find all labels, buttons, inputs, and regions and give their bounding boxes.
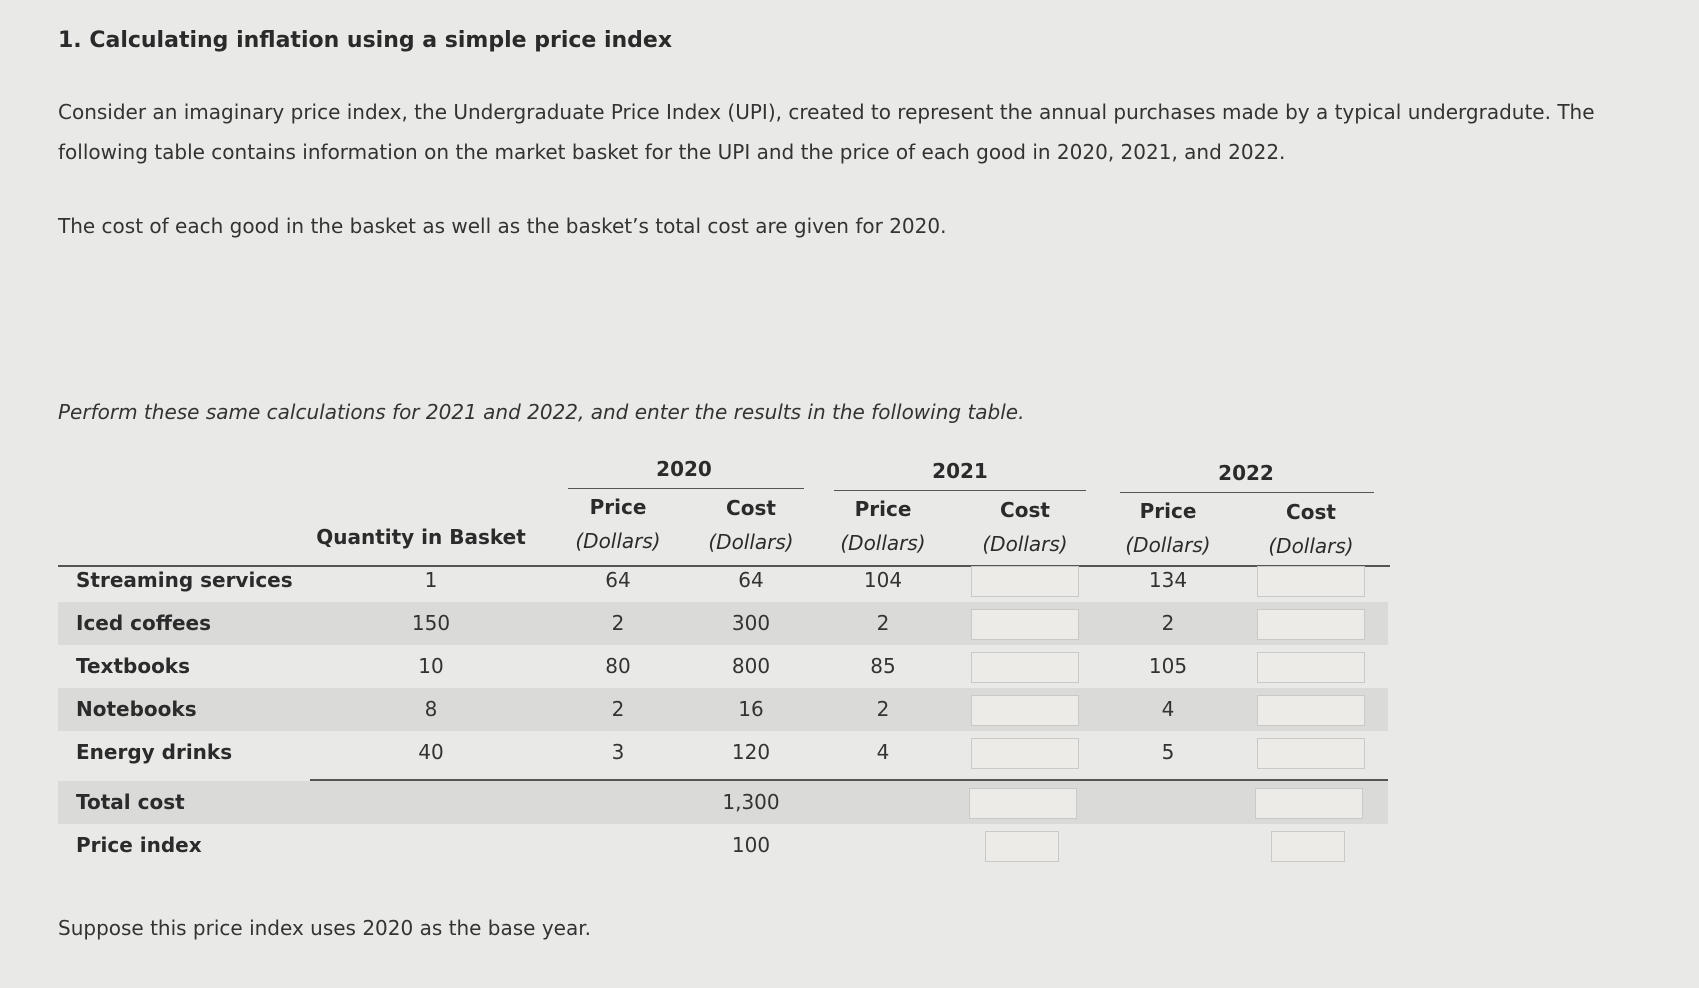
cost-2020-value: 300 <box>731 611 771 635</box>
cost-2021-input[interactable] <box>971 695 1079 726</box>
price-index-2020-value: 100 <box>731 833 771 857</box>
quantity-value: 1 <box>424 568 438 592</box>
col-price-2021 <box>818 492 948 560</box>
col-cost-2022-l2: (Dollars) <box>1268 534 1354 558</box>
price-2022-value: 2 <box>1161 611 1175 635</box>
price-2020-value: 2 <box>611 697 625 721</box>
price-2020-value: 80 <box>605 654 631 678</box>
quantity-value: 8 <box>424 697 438 721</box>
cost-2022-input[interactable] <box>1257 609 1365 640</box>
table-row <box>58 731 1388 774</box>
col-cost-2020-l1: Cost <box>726 496 776 520</box>
year-2020-header: 2020 <box>656 457 712 481</box>
cost-2020-value: 800 <box>731 654 771 678</box>
col-price-2020-l1: Price <box>589 495 647 519</box>
price-index-row <box>58 824 1388 867</box>
price-2021-value: 85 <box>870 654 896 678</box>
cost-2021-input[interactable] <box>971 609 1079 640</box>
col-price-2021-l2: (Dollars) <box>840 531 926 555</box>
year-2021-rule <box>834 490 1086 491</box>
price-index-2022-input[interactable] <box>1271 831 1345 862</box>
price-2020-value: 64 <box>605 568 631 592</box>
total-cost-2020-value: 1,300 <box>722 790 780 814</box>
table-row <box>58 559 1388 602</box>
table-row <box>58 602 1388 645</box>
price-2021-value: 104 <box>863 568 903 592</box>
col-price-2022-l2: (Dollars) <box>1125 533 1211 557</box>
row-label: Textbooks <box>76 654 191 678</box>
price-2022-value: 5 <box>1161 740 1175 764</box>
price-index-2021-input[interactable] <box>985 831 1059 862</box>
row-label: Energy drinks <box>76 740 233 764</box>
col-cost-2022 <box>1246 495 1376 563</box>
price-2022-value: 4 <box>1161 697 1175 721</box>
total-cost-2022-input[interactable] <box>1255 788 1363 819</box>
col-cost-2021 <box>960 493 1090 561</box>
col-price-2020-l2: (Dollars) <box>575 529 661 553</box>
total-cost-row <box>58 781 1388 824</box>
intro-text: Consider an imaginary price index, the Undergraduate Price Index (UPI), created to represent the annual purchases made by a typical undergradute. The following table contains information on the market basket for the UPI and the price of each good in 2020, 2021, and 2022. <box>58 100 1595 164</box>
year-2020-rule <box>568 488 804 489</box>
row-label: Iced coffees <box>76 611 211 635</box>
year-2021-header: 2021 <box>932 459 988 483</box>
table-row <box>58 688 1388 731</box>
col-cost-2020 <box>686 491 816 559</box>
cost-2020-value: 16 <box>738 697 764 721</box>
price-2021-value: 4 <box>876 740 890 764</box>
footer-text: Suppose this price index uses 2020 as the base year. <box>58 916 591 940</box>
given-note: The cost of each good in the basket as well as the basket’s total cost are given for 2020. <box>58 214 947 238</box>
cost-2022-input[interactable] <box>1257 652 1365 683</box>
question-title: 1. Calculating inflation using a simple price index <box>58 28 673 53</box>
col-price-2022 <box>1103 494 1233 562</box>
cost-2022-input[interactable] <box>1257 695 1365 726</box>
col-cost-2021-l2: (Dollars) <box>982 532 1068 556</box>
quantity-value: 150 <box>411 611 451 635</box>
year-2022-header: 2022 <box>1218 461 1274 485</box>
quantity-value: 10 <box>418 654 444 678</box>
price-2021-value: 2 <box>876 697 890 721</box>
price-2021-value: 2 <box>876 611 890 635</box>
row-label: Notebooks <box>76 697 197 721</box>
row-label: Streaming services <box>76 568 293 592</box>
quantity-value: 40 <box>418 740 444 764</box>
total-cost-2021-input[interactable] <box>969 788 1077 819</box>
year-2022-rule <box>1120 492 1374 493</box>
instruction-text: Perform these same calculations for 2021 and 2022, and enter the results in the following table. <box>58 400 1025 424</box>
cost-2022-input[interactable] <box>1257 738 1365 769</box>
cost-2021-input[interactable] <box>971 652 1079 683</box>
col-price-2022-l1: Price <box>1139 499 1197 523</box>
cost-2022-input[interactable] <box>1257 566 1365 597</box>
cost-2021-input[interactable] <box>971 566 1079 597</box>
quantity-header: Quantity in Basket <box>316 525 526 549</box>
col-price-2021-l1: Price <box>854 497 912 521</box>
total-cost-label: Total cost <box>76 790 185 814</box>
cost-2020-value: 64 <box>738 568 764 592</box>
price-2022-value: 134 <box>1148 568 1188 592</box>
col-cost-2021-l1: Cost <box>1000 498 1050 522</box>
price-index-label: Price index <box>76 833 202 857</box>
col-price-2020 <box>553 490 683 558</box>
price-2020-value: 2 <box>611 611 625 635</box>
table-row <box>58 645 1388 688</box>
col-cost-2022-l1: Cost <box>1286 500 1336 524</box>
cost-2020-value: 120 <box>731 740 771 764</box>
price-2022-value: 105 <box>1148 654 1188 678</box>
price-2020-value: 3 <box>611 740 625 764</box>
cost-2021-input[interactable] <box>971 738 1079 769</box>
col-cost-2020-l2: (Dollars) <box>708 530 794 554</box>
